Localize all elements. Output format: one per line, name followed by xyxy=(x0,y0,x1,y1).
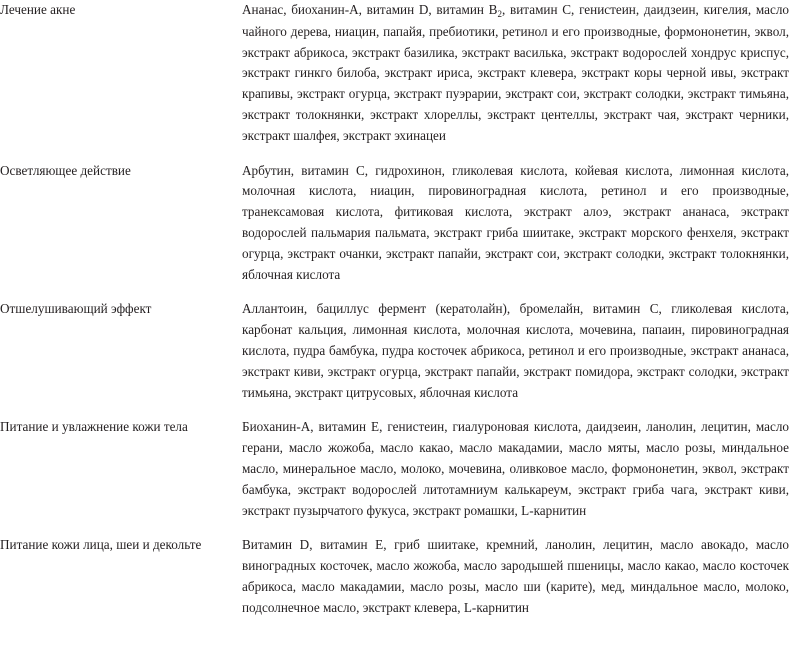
category-cell xyxy=(0,535,242,618)
spacer-left xyxy=(0,521,242,535)
ingredients-cell xyxy=(242,417,790,521)
ingredients-cell xyxy=(242,0,790,147)
category-cell xyxy=(0,0,242,147)
ingredients-text: Арбутин, витамин С, гидрохинон, гликолевая кислота, койевая кислота, лимонная кислота, молочная кислота, ниацин, пировиноградная кислота, ретинол и его производные, транексамовая кислота, фитиковая кислота, экстракт алоэ, экстракт ананаса, экстракт водорослей пальмария пальмата, экстракт гриба шиитаке, экстракт морского фенхеля, экстракт огурца, экстракт очанки, экстракт папайи, экстракт сои, экстракт солодки, экстракт толокнянки, яблочная кислота xyxy=(242,162,789,282)
vitamin-b2-subscript: 2 xyxy=(497,9,502,19)
spacer-right xyxy=(242,285,790,299)
row-spacer xyxy=(0,147,790,161)
spacer-right xyxy=(242,147,790,161)
category-cell xyxy=(0,299,242,403)
row-spacer xyxy=(0,285,790,299)
ingredients-prefix: Ананас, биоханин-А, витамин D, витамин B xyxy=(242,2,498,17)
spacer-left xyxy=(0,147,242,161)
ingredients-text: Витамин D, витамин Е, гриб шиитаке, кремний, ланолин, лецитин, масло авокадо, масло виноградных косточек, масло жожоба, масло зародышей пшеницы, масло какао, масло косточек абрикоса, масло макадамии, масло розы, масло ши (карите), мед, миндальное масло, молоко, подсолнечное масло, экстракт клевера, L-карнитин xyxy=(242,537,789,615)
category-label: Питание кожи лица, шеи и декольте xyxy=(0,537,202,553)
ingredients-suffix: , витамин С, генистеин, даидзеин, кигелия, масло чайного дерева, ниацин, папайя, пребиотики, ретинол и его производные, формононетин, эквол, экстракт абрикоса, экстракт базилика, экстракт василька, экстракт водорослей хондрус криспус, экстракт гинкго билоба, экстракт ириса, экстракт клевера, экстракт коры черной ивы, экстракт крапивы, экстракт огурца, экстракт пуэрарии, экстракт сои, экстракт солодки, экстракт тимьяна, экстракт толокнянки, экстракт хлореллы, экстракт центеллы, экстракт чая, экстракт черники, экстракт шалфея, экстракт эхинацеи xyxy=(242,2,789,143)
table-row xyxy=(0,417,790,521)
ingredients-text xyxy=(242,0,790,147)
ingredients-cell xyxy=(242,299,790,403)
table-row xyxy=(0,299,790,403)
table-row xyxy=(0,535,790,618)
category-cell xyxy=(0,417,242,521)
ingredients-text: Аллантоин, бациллус фермент (кератолайн), бромелайн, витамин С, гликолевая кислота, карбонат кальция, лимонная кислота, молочная кислота, мочевина, папаин, пировиноградная кислота, пудра бамбука, пудра косточек абрикоса, ретинол и его производные, экстракт ананаса, экстракт киви, экстракт огурца, экстракт папайи, экстракт помидора, экстракт солодки, экстракт тимьяна, экстракт цитрусовых, яблочная кислота xyxy=(242,301,789,400)
ingredients-cell xyxy=(242,161,790,286)
ingredients-cell xyxy=(242,535,790,618)
category-label: Осветляющее действие xyxy=(0,162,131,178)
row-spacer xyxy=(0,521,790,535)
category-label: Питание и увлажнение кожи тела xyxy=(0,419,188,435)
spacer-left xyxy=(0,403,242,417)
category-label: Лечение акне xyxy=(0,2,76,17)
spacer-right xyxy=(242,521,790,535)
table-row xyxy=(0,0,790,147)
category-cell xyxy=(0,161,242,286)
spacer-left xyxy=(0,285,242,299)
spacer-right xyxy=(242,403,790,417)
row-spacer xyxy=(0,403,790,417)
ingredients-text: Биоханин-А, витамин Е, генистеин, гиалуроновая кислота, даидзеин, ланолин, лецитин, масло герани, масло жожоба, масло какао, масло макадамии, масло мяты, масло розы, миндальное масло, минеральное масло, молоко, мочевина, оливковое масло, формононетин, эквол, экстракт бамбука, экстракт водорослей литотамниум калькареум, экстракт гриба чага, экстракт киви, экстракт пузырчатого фукуса, экстракт ромашки, L-карнитин xyxy=(242,419,789,518)
category-label: Отшелушивающий эффект xyxy=(0,301,152,317)
table-row xyxy=(0,161,790,286)
